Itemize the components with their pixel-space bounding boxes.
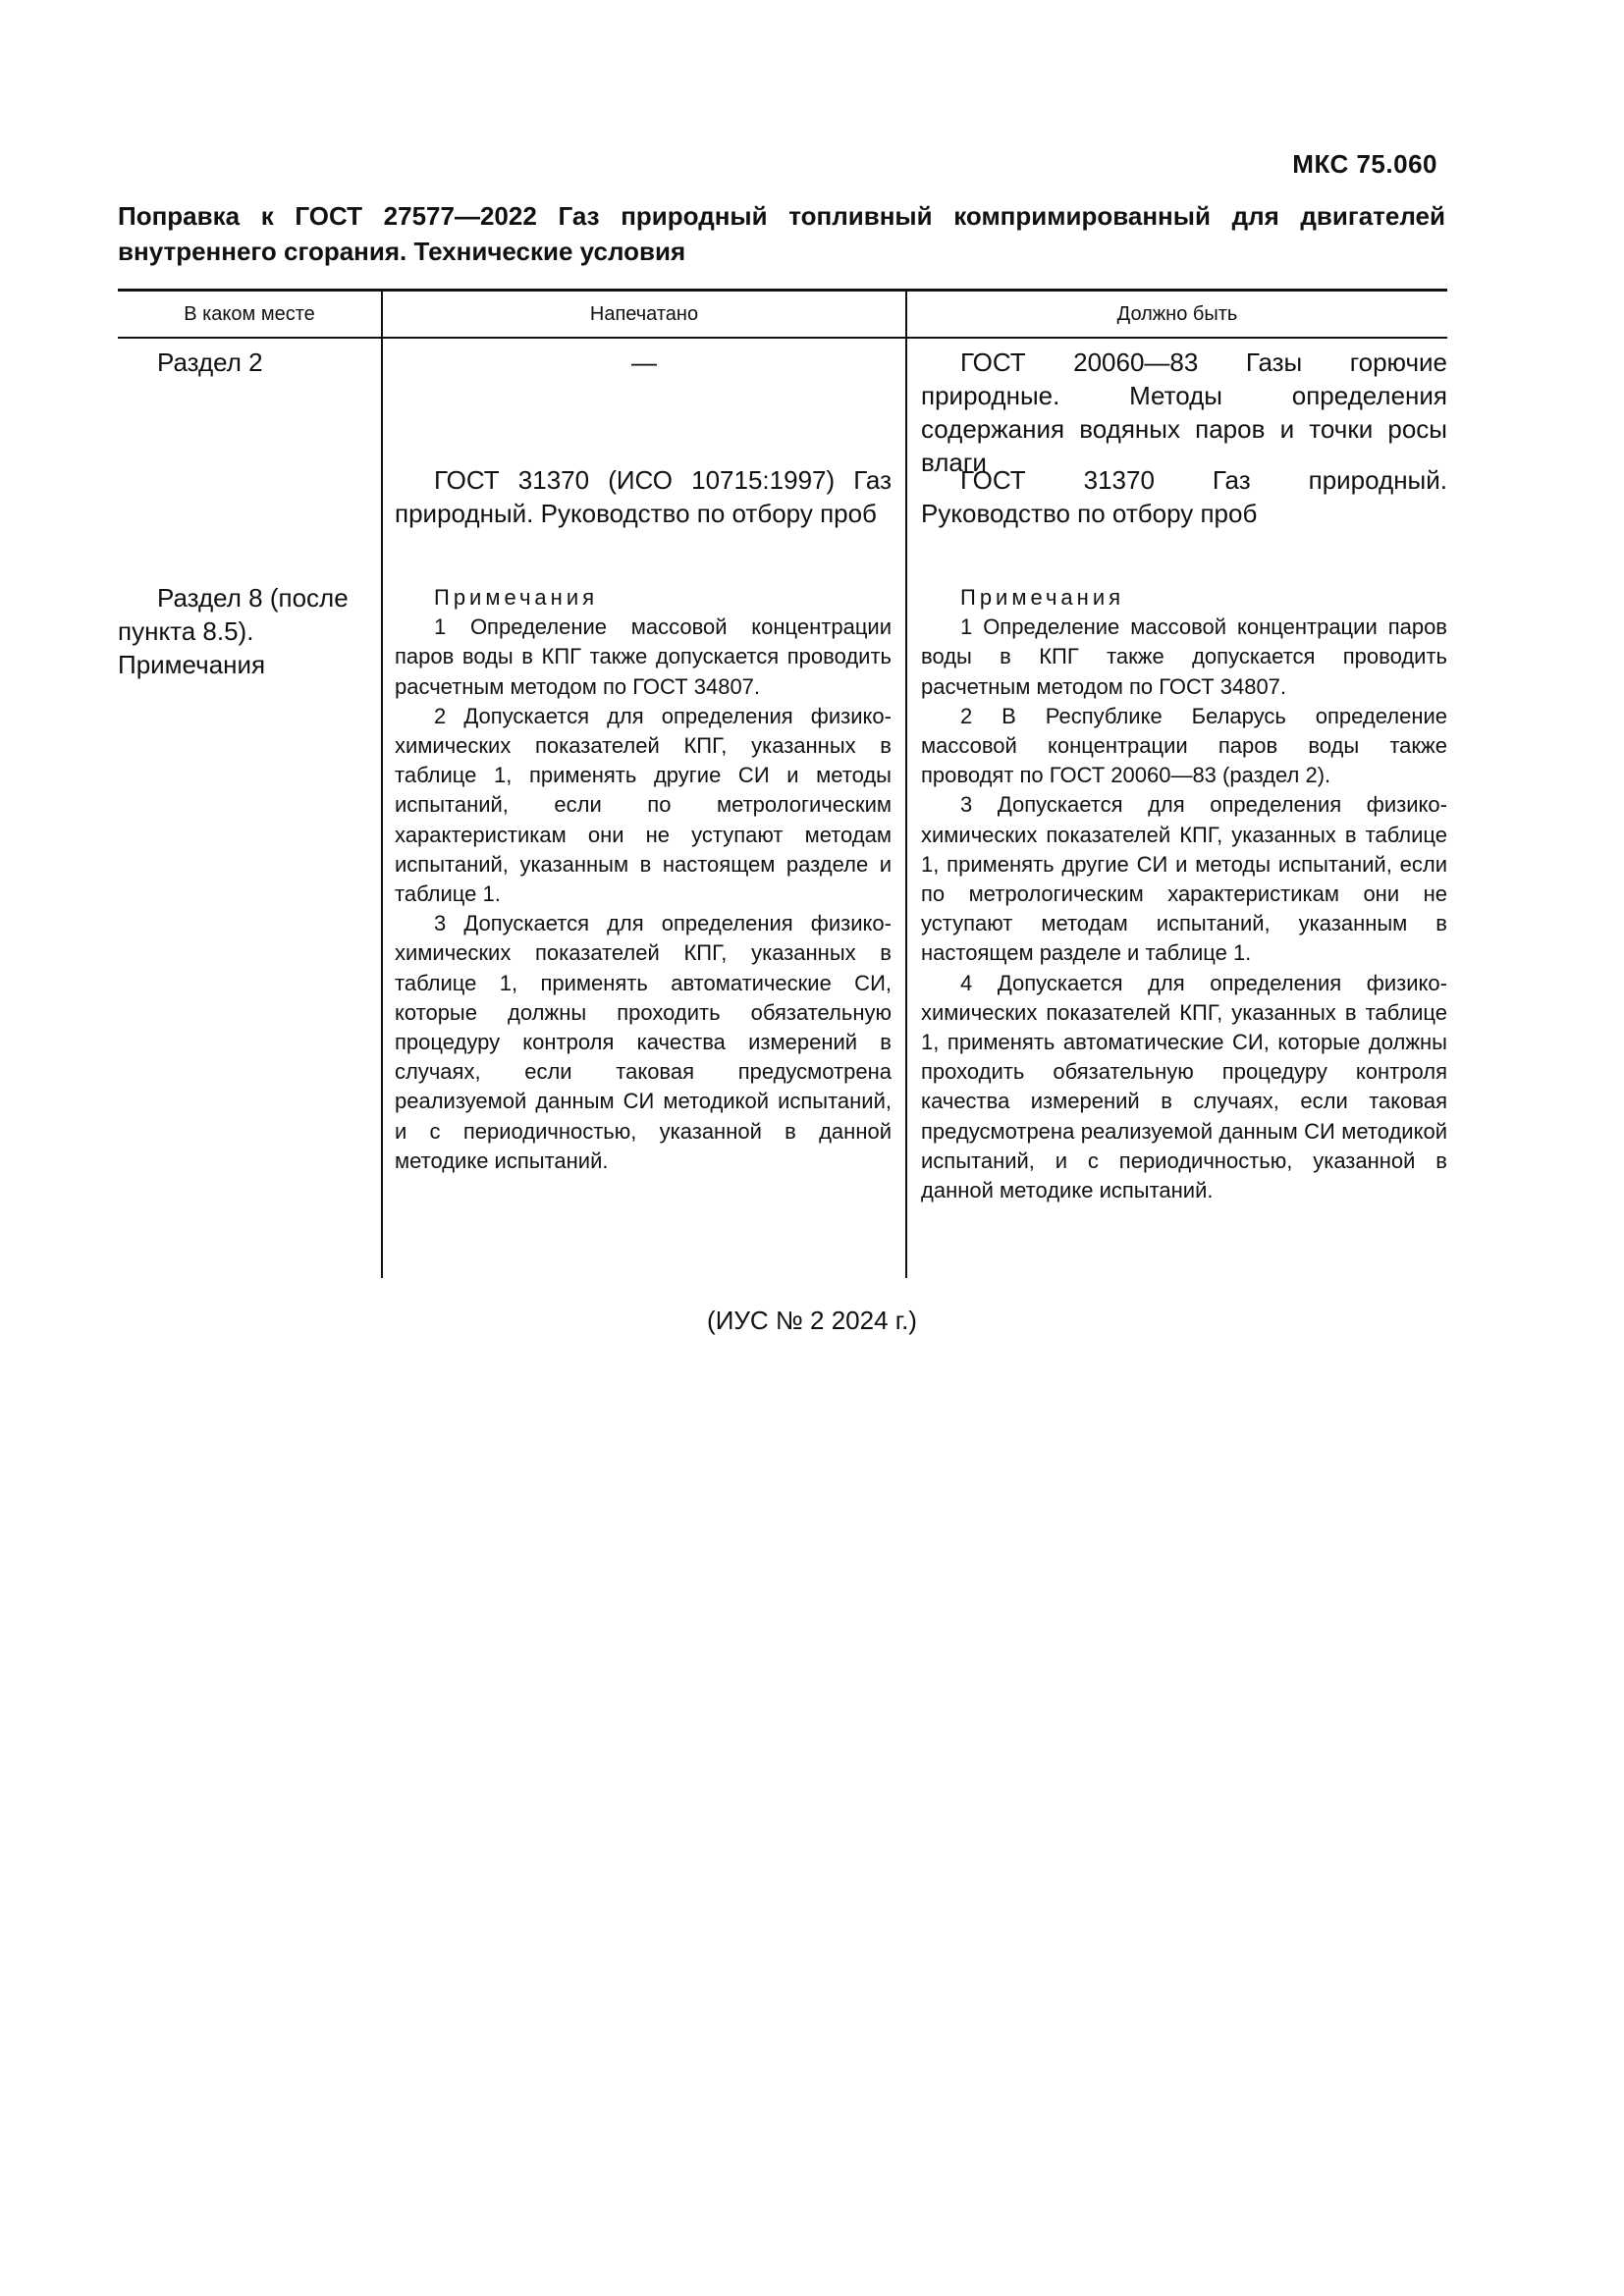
row1-printed-gost31370: ГОСТ 31370 (ИСО 10715:1997) Газ природный. Руководство по отбору проб [395, 465, 892, 528]
notes-heading: Примечания [960, 585, 1125, 610]
table-top-rule [118, 289, 1447, 292]
note-item: 3 Допускается для определения физико-химических показателей КПГ, указанных в таблице 1, применять другие СИ и методы испытаний, если по метрологическим характеристикам они не уступают методам испытаний, указанным в настоящем разделе и таблице 1. [921, 792, 1447, 966]
column-divider-2 [905, 291, 907, 1278]
note-item: 2 Допускается для определения физико-химических показателей КПГ, указанных в таблице 1, применять другие СИ и методы испытаний, если по метрологическим характеристикам они не уступают методам испытаний, указанным в настоящем разделе и таблице 1. [395, 703, 892, 907]
document-title: Поправка к ГОСТ 27577—2022 Газ природный топливный компримированный для двигателей внутреннего сгорания. Технические условия [118, 201, 1445, 266]
header-printed: Напечатано [589, 303, 699, 325]
column-divider-1 [381, 291, 383, 1278]
table-header-rule [118, 337, 1447, 339]
header-should-be: Должно быть [1116, 303, 1238, 325]
row1-should-be-gost20060: ГОСТ 20060—83 Газы горючие природные. Методы определения содержания водяных паров и точки росы влаги [921, 347, 1447, 477]
note-item: 1 Определение массовой концентрации паров воды в КПГ также допускается проводить расчетным методом по ГОСТ 34807. [921, 614, 1447, 699]
row2-printed-notes [395, 583, 892, 1176]
note-item: 3 Допускается для определения физико-химических показателей КПГ, указанных в таблице 1, применять автоматические СИ, которые должны проходить обязательную процедуру контроля качества измерений в случаях, если таковая предусмотрена реализуемой данным СИ методикой испытаний, и с периодичностью, указанной в данной методике испытаний. [395, 911, 892, 1173]
classification-code: МКС 75.060 [1292, 149, 1437, 179]
note-item: 1 Определение массовой концентрации паров воды в КПГ также допускается проводить расчетным методом по ГОСТ 34807. [395, 614, 892, 699]
publication-reference: (ИУС № 2 2024 г.) [707, 1306, 917, 1335]
row2-should-be-notes [921, 583, 1447, 1205]
row1-printed-dash: — [631, 347, 657, 377]
row2-place: Раздел 8 (после пункта 8.5). Примечания [118, 583, 349, 679]
row1-should-be-gost31370: ГОСТ 31370 Газ природный. Руководство по отбору проб [921, 465, 1447, 528]
row1-place: Раздел 2 [157, 347, 263, 377]
header-place: В каком месте [184, 303, 315, 325]
note-item: 4 Допускается для определения физико-химических показателей КПГ, указанных в таблице 1, применять автоматические СИ, которые должны проходить обязательную процедуру контроля качества измерений в случаях, если таковая предусмотрена реализуемой данным СИ методикой испытаний, и с периодичностью, указанной в данной методике испытаний. [921, 970, 1447, 1203]
note-item: 2 В Республике Беларусь определение массовой концентрации паров воды также проводят по ГОСТ 20060—83 (раздел 2). [921, 703, 1447, 788]
notes-heading: Примечания [434, 585, 599, 610]
